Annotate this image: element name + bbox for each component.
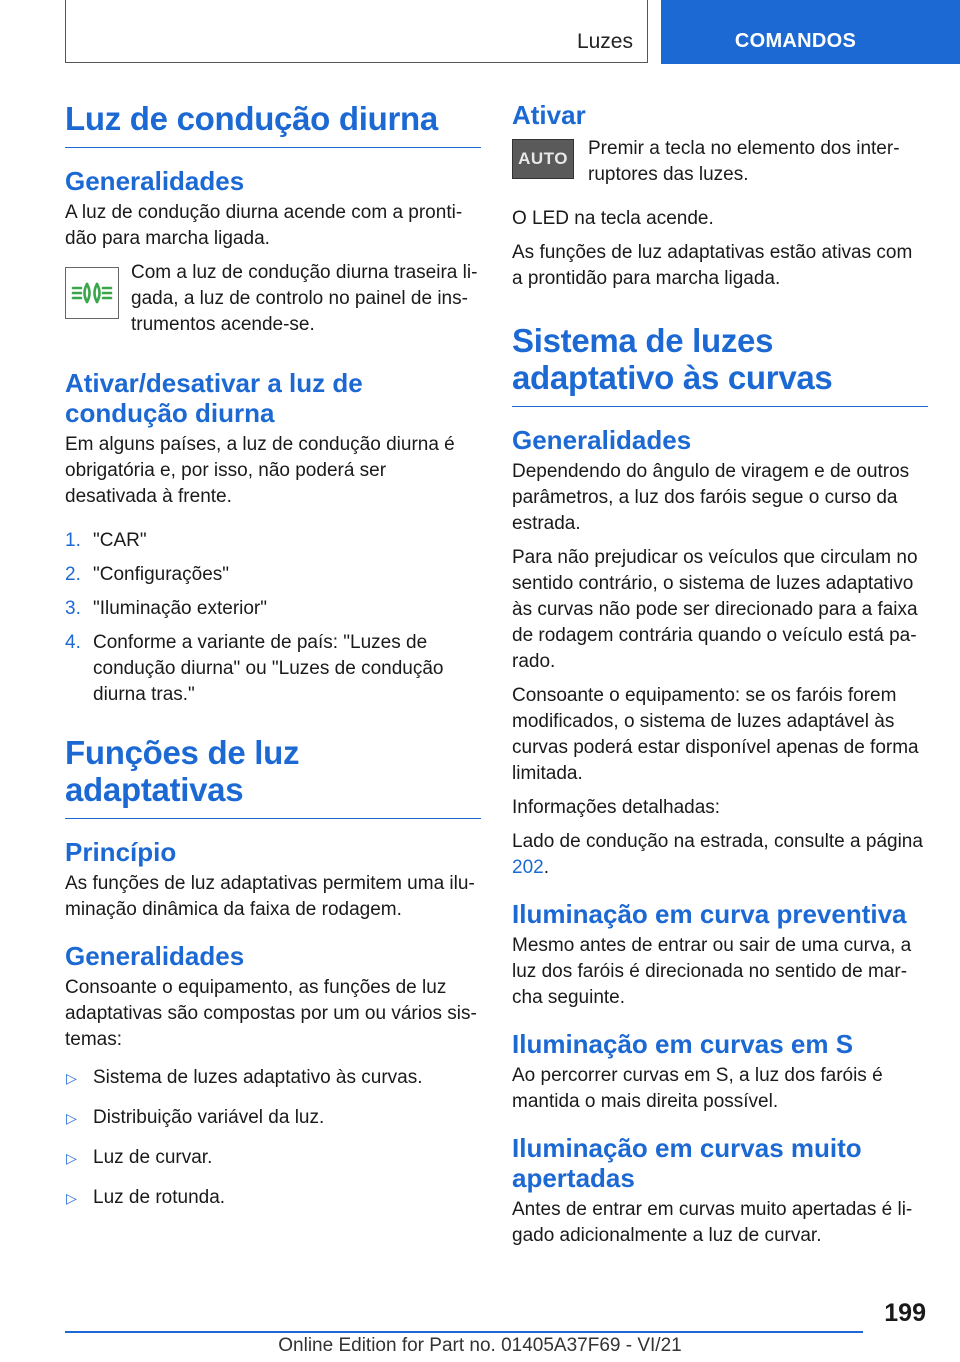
paragraph-equipment: Consoante o equipamento: se os faróis forem modificados, o sistema de luzes adaptável às curvas poderá estar disponível apenas de forma limitada. — [512, 685, 919, 784]
paragraph-depend: Dependendo do ângulo de viragem e de outros parâmetros, a luz dos faróis segue o curso da estrada. — [512, 461, 910, 534]
paragraph-principle: As funções de luz adaptativas permitem uma iluminação dinâmica da faixa de rodagem. — [65, 873, 475, 920]
list-item: 4. Conforme a variante de país: "Luzes de condução diurna" ou "Luzes de condução diurna tras." — [65, 632, 444, 705]
paragraph-driving-side: Lado de condução na estrada, consulte a página 202. — [512, 831, 923, 878]
section-title: Luzes — [576, 30, 633, 53]
heading-daytime-running-light: Luz de condução diurna — [65, 100, 481, 148]
auto-button-icon: AUTO — [512, 139, 574, 179]
auto-button-row — [512, 136, 928, 200]
chapter-tab — [661, 0, 960, 64]
paragraph-toggle: Em alguns países, a luz de condução diurna é obrigatória e, por isso, não poderá ser desativada à frente. — [65, 434, 455, 507]
heading-toggle-drl: Ativar/desativar a luz de condução diurna — [65, 368, 363, 428]
page-link[interactable]: 202 — [512, 857, 544, 878]
steps-list — [65, 528, 481, 708]
paragraph-rear-drl: Com a luz de condução diurna traseira ligada, a luz de controlo no painel de instrumentos acende-se. — [131, 262, 478, 335]
paragraph-details: Informações detalhadas: — [512, 797, 721, 818]
daytime-running-light-icon — [65, 267, 119, 319]
heading-tight-curve-lighting: Iluminação em curvas muito apertadas — [512, 1133, 862, 1193]
drl-indicator-row — [65, 260, 481, 338]
paragraph-oncoming: Para não prejudicar os veículos que circulam no sentido contrário, o sistema de luzes adaptativo às curvas não pode ser direcionado para a faixa de rodagem contrária quando o veículo está parado. — [512, 547, 918, 672]
paragraph-s-curves: Ao percorrer curvas em S, a luz dos faróis é mantida o mais direita possível. — [512, 1065, 883, 1112]
heading-preventive-curve-lighting: Iluminação em curva preventiva — [512, 899, 907, 929]
list-item: ▷ Luz de curvar. — [65, 1145, 481, 1171]
heading-adaptive-curve-lights: Sistema de luzes adaptativo às curvas — [512, 322, 928, 407]
heading-general-curves: Generalidades — [512, 425, 692, 455]
edition-footer: Online Edition for Part no. 01405A37F69 - VI/21 — [278, 1335, 682, 1356]
page-number: 199 — [884, 1299, 926, 1327]
list-item: 2. "Configurações" — [65, 564, 230, 585]
section-tab — [65, 0, 648, 63]
paragraph-preventive: Mesmo antes de entrar ou sair de uma curva, a luz dos faróis é direcionada no sentido de marcha seguinte. — [512, 935, 912, 1008]
heading-principle: Princípio — [65, 837, 177, 867]
adaptive-systems-list — [65, 1065, 481, 1211]
left-column — [65, 100, 481, 1225]
triangle-bullet-icon: ▷ — [66, 1150, 77, 1166]
footer-divider — [65, 1331, 863, 1333]
list-item: 1. "CAR" — [65, 530, 147, 551]
paragraph-general-adaptive: Consoante o equipamento, as funções de luz adaptativas são compostas por um ou vários sistemas: — [65, 977, 477, 1050]
paragraph-press-button: Premir a tecla no elemento dos interruptores das luzes. — [588, 138, 900, 185]
heading-general-adaptive: Generalidades — [65, 941, 245, 971]
list-item: 3. "Iluminação exterior" — [65, 598, 268, 619]
triangle-bullet-icon: ▷ — [66, 1070, 77, 1086]
triangle-bullet-icon: ▷ — [66, 1110, 77, 1126]
right-column — [512, 100, 928, 1249]
heading-activate: Ativar — [512, 100, 586, 130]
list-item: ▷ Distribuição variável da luz. — [65, 1105, 481, 1131]
heading-adaptive-light-functions: Funções de luz adaptativas — [65, 734, 481, 819]
paragraph-general: A luz de condução diurna acende com a prontidão para marcha ligada. — [65, 202, 463, 249]
list-item: ▷ Luz de rotunda. — [65, 1185, 481, 1211]
paragraph-tight-curves: Antes de entrar em curvas muito apertadas é ligado adicionalmente a luz de curvar. — [512, 1199, 913, 1246]
heading-general: Generalidades — [65, 166, 245, 196]
paragraph-active: As funções de luz adaptativas estão ativas com a prontidão para marcha ligada. — [512, 242, 913, 289]
chapter-title: COMANDOS — [734, 30, 857, 52]
paragraph-led: O LED na tecla acende. — [512, 208, 714, 229]
triangle-bullet-icon: ▷ — [66, 1190, 77, 1206]
heading-s-curve-lighting: Iluminação em curvas em S — [512, 1029, 854, 1059]
list-item: ▷ Sistema de luzes adaptativo às curvas. — [65, 1065, 481, 1091]
